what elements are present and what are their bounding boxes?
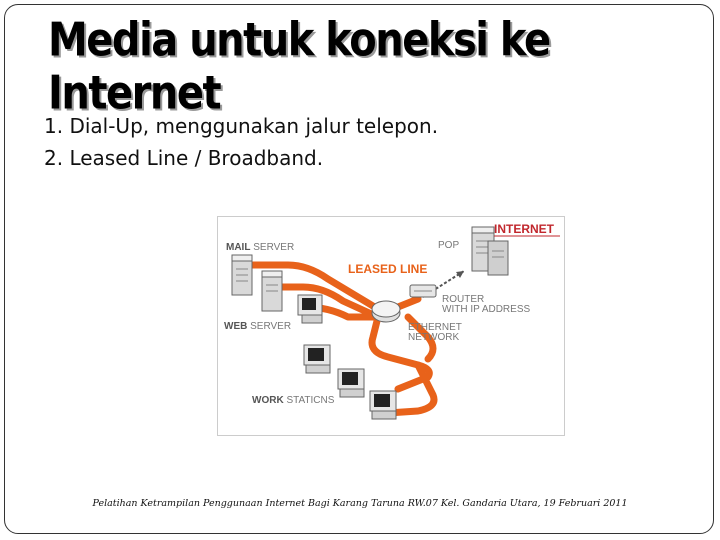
pop-label: POP — [438, 240, 460, 251]
workstation-icon — [370, 391, 396, 419]
router-sublabel: WITH IP ADDRESS — [442, 304, 531, 315]
bullet-item-dialup: 1. Dial-Up, menggunakan jalur telepon. — [44, 114, 439, 138]
workstation-icon — [338, 369, 364, 397]
router-icon — [410, 285, 436, 297]
web-server-label: WEB SERVER — [224, 321, 292, 332]
slide-title: Media untuk koneksi ke Internet — [48, 14, 550, 120]
web-server-icon — [298, 295, 322, 323]
mail-server-label: MAIL SERVER — [226, 242, 295, 253]
bullet-list — [44, 110, 438, 174]
work-stations-label: WORK STATICNS — [252, 395, 335, 406]
workstation-icon — [304, 345, 330, 373]
ethernet-label: ETHERNET — [408, 322, 462, 333]
leased-line-label: LEASED LINE — [348, 262, 428, 276]
slide-footer: Pelatihan Ketrampilan Penggunaan Internet Bagi Karang Taruna RW.07 Kel. Gandaria Utara, 19 Februari 2011 — [92, 498, 628, 509]
internet-label: INTERNET — [494, 222, 554, 236]
router-label: ROUTER — [442, 294, 485, 305]
network-diagram — [217, 216, 565, 436]
ethernet-hub-icon — [372, 301, 400, 322]
bullet-item-leased-line: 2. Leased Line / Broadband. — [44, 146, 324, 170]
ethernet-sublabel: NETWORK — [408, 332, 460, 343]
